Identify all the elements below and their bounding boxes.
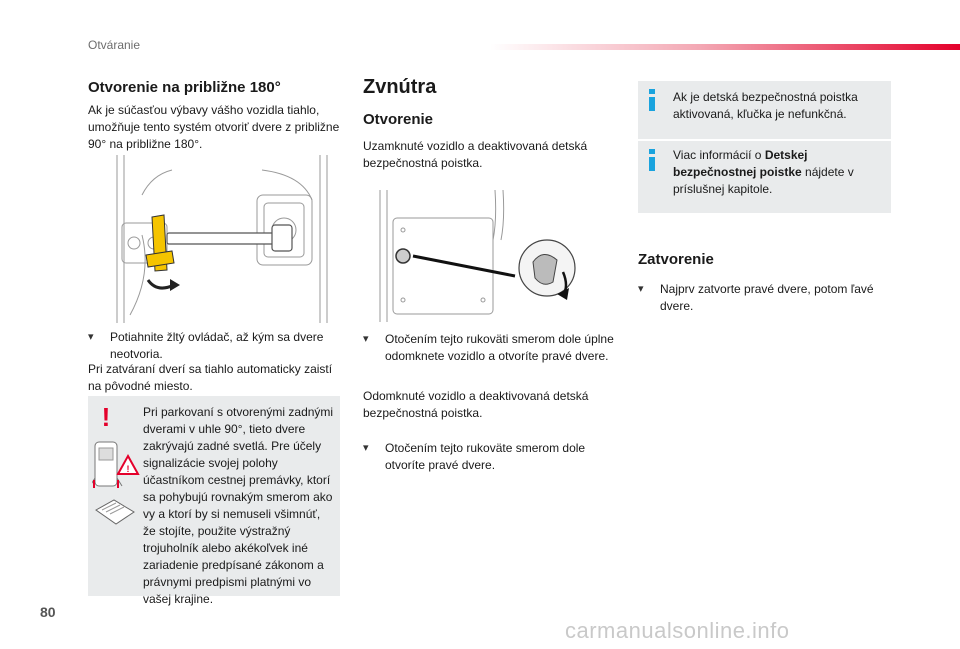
info-box-child-lock [638, 81, 891, 139]
section-label: Otváranie [88, 38, 141, 52]
header-accent-line [490, 44, 960, 50]
info-2-post: nájdete v príslušnej kapitole. [673, 165, 854, 196]
left-bullet [88, 329, 343, 363]
middle-intro-1: Uzamknuté vozidlo a deaktivovaná detská bezpečnostná poistka. [363, 139, 588, 170]
bullet-marker-icon: ▾ [363, 333, 369, 345]
middle-subtitle: Otvorenie [363, 111, 434, 128]
interior-door-handle-illustration [375, 190, 585, 322]
bullet-marker-icon: ▾ [638, 283, 644, 295]
watermark: carmanualsonline.info [565, 618, 790, 643]
svg-text:!: ! [126, 464, 130, 474]
page-number: 80 [40, 604, 56, 620]
right-subtitle: Zatvorenie [638, 251, 714, 268]
bullet-marker-icon: ▾ [363, 442, 369, 454]
bullet-marker-icon: ▾ [88, 331, 94, 343]
info-box-more-info [638, 141, 891, 213]
info-icon [648, 149, 656, 171]
middle-bullet-2-text: Otočením tejto rukoväte smerom dole otvoríte pravé dvere. [385, 441, 586, 472]
right-bullet-text: Najprv zatvorte pravé dvere, potom ľavé dvere. [660, 282, 874, 313]
middle-bullet-1 [363, 331, 618, 365]
exclamation-icon: ! [101, 402, 111, 432]
warning-box [88, 396, 340, 606]
info-2-pre: Viac informácií o [673, 148, 765, 162]
info-2-text [673, 147, 883, 198]
info-icon [648, 89, 656, 111]
middle-title: Zvnútra [363, 76, 437, 98]
middle-bullet-2 [363, 440, 603, 474]
right-bullet [638, 281, 883, 315]
door-check-strap-illustration [112, 155, 334, 323]
left-after-text: Pri zatváraní dverí sa tiahlo automaticky zaistí na pôvodné miesto. [88, 362, 333, 393]
left-bullet-text: Potiahnite žltý ovládač, až kým sa dvere neotvoria. [110, 330, 324, 361]
info-1-text: Ak je detská bezpečnostná poistka aktivovaná, kľučka je nefunkčná. [673, 90, 858, 121]
warning-text: Pri parkovaní s otvorenými zadnými dverami v uhle 90°, tieto dvere zakrývajú zadné svetlá. Pre účely signalizácie svojej polohy účastníkom cestnej premávky, ktorí sa pohybujú rovnakým smerom ako vy a ktorí by si nemuseli všimnúť, že stojíte, použite výstražný trojuholník alebo akékoľvek iné zariadenie predpísané zákonom a právnymi predpismi platnými vo vašej krajine. [143, 405, 334, 606]
middle-intro-2: Odomknuté vozidlo a deaktivovaná detská bezpečnostná poistka. [363, 389, 589, 420]
middle-bullet-1-text: Otočením tejto rukoväti smerom dole úplne odomknete vozidlo a otvoríte pravé dvere. [385, 332, 614, 363]
left-intro: Ak je súčasťou výbavy vášho vozidla tiahlo, umožňuje tento systém otvoriť dvere z približne 90° na približne 180°. [88, 103, 340, 151]
info-2-bold: Detskej bezpečnostnej poistke [673, 148, 808, 179]
vehicle-warning-triangle-icon [92, 440, 140, 536]
left-title: Otvorenie na približne 180° [88, 79, 281, 96]
